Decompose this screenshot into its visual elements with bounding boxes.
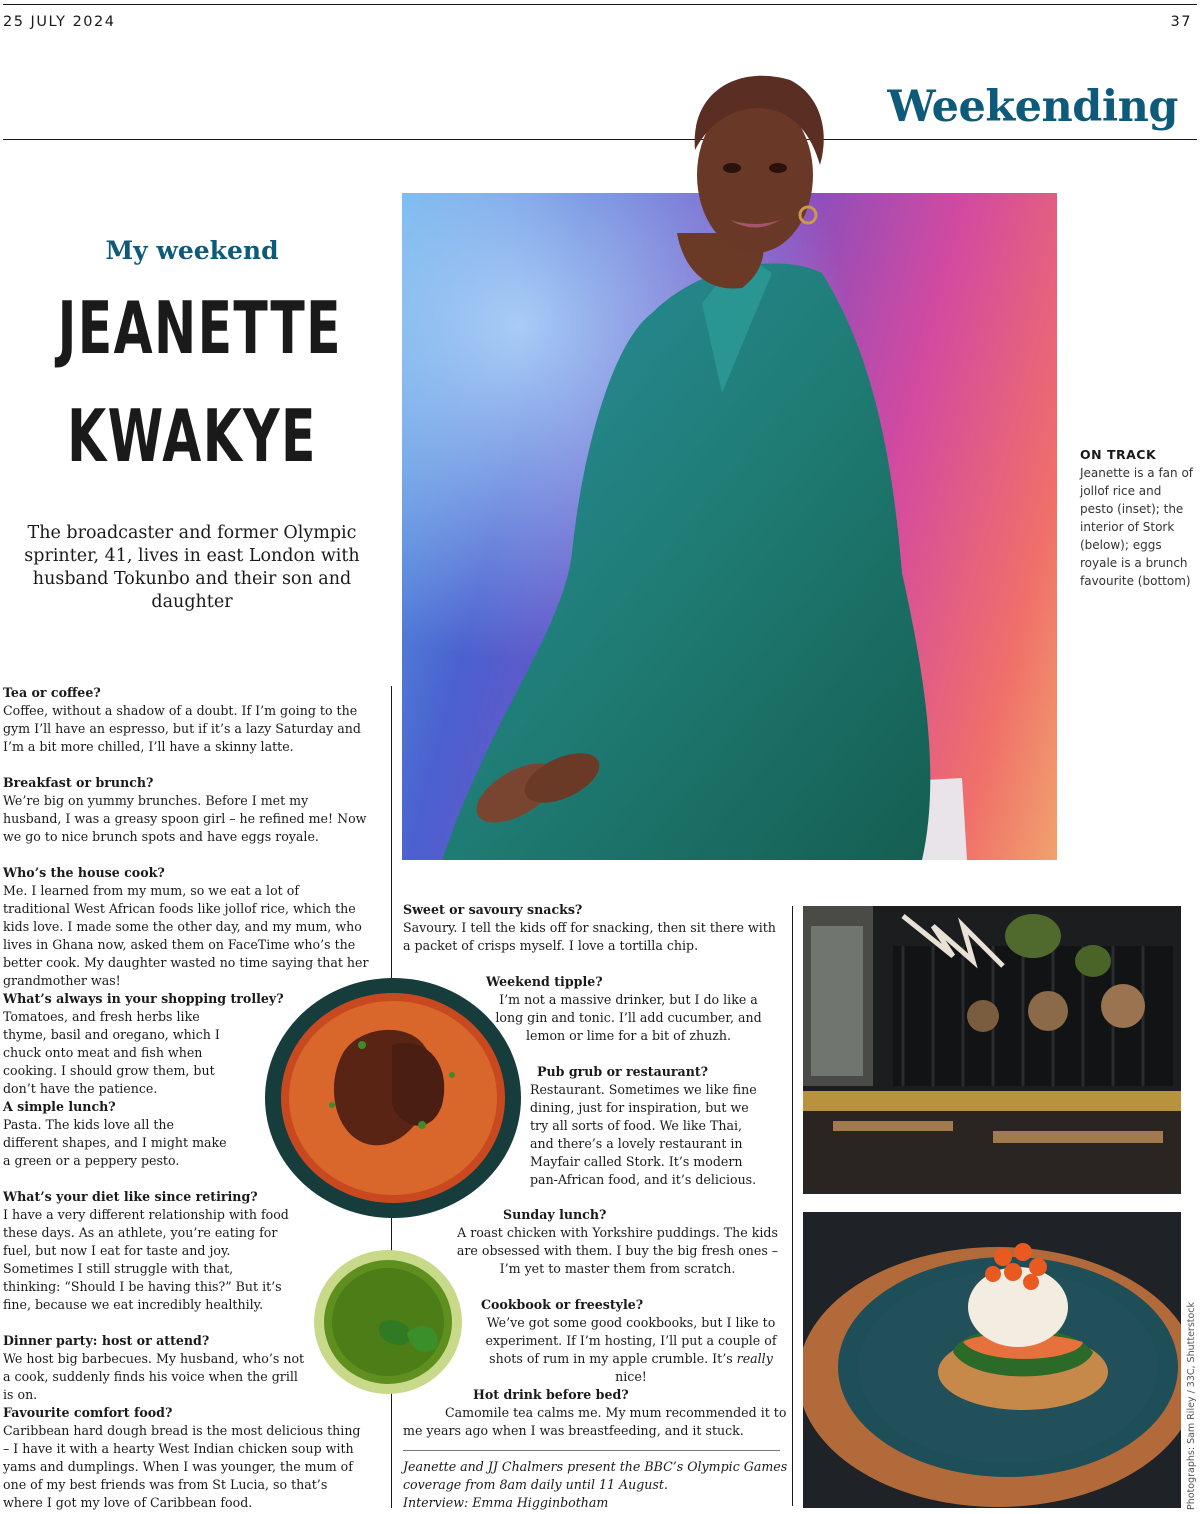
photo-credit-text: Photographs: Sam Riley / 33C, Shutterstock — [1186, 1301, 1197, 1510]
answer: Camomile tea calms me. My mum recommended it to me years ago when I was breastfeeding, and it stuck. — [403, 1405, 787, 1438]
portrait-photo — [402, 193, 1057, 860]
footnote-rule — [403, 1450, 780, 1451]
photo-caption — [1080, 446, 1198, 590]
qa-dinner-party — [3, 1332, 308, 1404]
question: Weekend tipple? — [486, 974, 603, 989]
qa-cookbook-or-freestyle — [481, 1296, 781, 1386]
answer: Pasta. The kids love all the different shapes, and I might make a green or a peppery pesto. — [3, 1117, 227, 1168]
header-rule — [3, 139, 1197, 140]
portrait-figure — [402, 193, 1057, 860]
qa-pub-or-restaurant — [530, 1063, 766, 1189]
question: Tea or coffee? — [3, 685, 101, 700]
eggs-royale-scene — [803, 1212, 1181, 1508]
qa-simple-lunch — [3, 1098, 233, 1170]
question: A simple lunch? — [3, 1099, 116, 1114]
answer: A roast chicken with Yorkshire puddings. The kids are obsessed with them. I buy the big fresh ones – I’m yet to master them from scratch. — [456, 1225, 779, 1276]
qa-snacks — [403, 901, 783, 955]
eggs-royale-photo — [803, 1212, 1181, 1508]
question: Sunday lunch? — [503, 1207, 607, 1222]
page-number: 37 — [1170, 14, 1192, 30]
answer: We’re big on yummy brunches. Before I met my husband, I was a greasy spoon girl – he refined me! Now we go to nice brunch spots and have eggs royale. — [3, 793, 367, 844]
footnote-interviewer: Interview: Emma Higginbotham — [403, 1495, 609, 1510]
answer: Savoury. I tell the kids off for snacking, then sit there with a packet of crisps myself. I love a tortilla chip. — [403, 920, 776, 953]
qa-diet-since-retiring — [3, 1188, 293, 1314]
answer: Tomatoes, and fresh herbs like thyme, basil and oregano, which I chuck onto meat and fish when cooking. I should grow them, but don’t have the patience. — [3, 1009, 220, 1096]
issue-date: 25 JULY 2024 — [3, 14, 116, 30]
question: Hot drink before bed? — [473, 1387, 629, 1402]
caption-heading: ON TRACK — [1080, 447, 1157, 462]
answer: Caribbean hard dough bread is the most delicious thing – I have it with a hearty West Indian chicken soup with yams and dumplings. When I was younger, the mum of one of my best friends was from St Lucia, so that’s where I got my love of Caribbean food. — [3, 1423, 361, 1510]
jollof-rice-image — [262, 975, 524, 1221]
name-line-1: JEANETTE — [57, 286, 342, 370]
portrait-head — [680, 70, 830, 260]
question: Who’s the house cook? — [3, 865, 165, 880]
qa-house-cook — [3, 864, 369, 990]
answer-part: nice! — [615, 1369, 647, 1384]
question: Sweet or savoury snacks? — [403, 902, 583, 917]
standfirst: The broadcaster and former Olympic sprinter, 41, lives in east London with husband Tokunbo and their son and daughter — [24, 523, 360, 612]
answer: Restaurant. Sometimes we like fine dining, just for inspiration, but we try all sorts of food. We like Thai, and there’s a lovely restaurant in Mayfair called Stork. It’s modern pan-African food, and it’s delicious. — [530, 1082, 757, 1187]
answer: I have a very different relationship with food these days. As an athlete, you’re eating for fuel, but now I eat for taste and joy. Sometimes I still struggle with that, thinking: “Should I be having this?” But it’s fine, because we eat incredibly healthily. — [3, 1207, 289, 1312]
caption-text: Jeanette is a fan of jollof rice and pesto (inset); the interior of Stork (below); eggs royale is a brunch favourite (bottom) — [1080, 466, 1194, 588]
answer-part: We’ve got some good cookbooks, but I like to experiment. If I’m hosting, I’ll put a couple of shots of rum in my apple crumble. It’s — [485, 1315, 777, 1366]
question: Dinner party: host or attend? — [3, 1333, 210, 1348]
question: Pub grub or restaurant? — [537, 1064, 709, 1079]
restaurant-interior-photo — [803, 906, 1181, 1194]
top-rule — [3, 4, 1197, 5]
qa-shopping-trolley — [3, 990, 284, 1098]
qa-hot-drink — [403, 1386, 788, 1440]
answer — [481, 1314, 781, 1386]
qa-breakfast-or-brunch — [3, 774, 369, 846]
question: What’s always in your shopping trolley? — [3, 991, 284, 1006]
name-line-2: KWAKYE — [67, 394, 317, 478]
qa-weekend-tipple — [486, 973, 771, 1045]
footnote-credit: Jeanette and JJ Chalmers present the BBC’s Olympic Games coverage from 8am daily until 11 August. — [403, 1459, 788, 1492]
column-rule-right — [792, 906, 793, 1506]
photo-credit — [1186, 1301, 1200, 1510]
question: Breakfast or brunch? — [3, 775, 154, 790]
footnote — [403, 1458, 793, 1512]
restaurant-scene — [803, 906, 1181, 1194]
answer: We host big barbecues. My husband, who’s not a cook, suddenly finds his voice when the grill is on. — [3, 1351, 305, 1402]
question: What’s your diet like since retiring? — [3, 1189, 258, 1204]
pesto-image — [312, 1248, 464, 1396]
question: Cookbook or freestyle? — [481, 1297, 644, 1312]
qa-tea-or-coffee — [3, 684, 369, 756]
answer: Coffee, without a shadow of a doubt. If I’m going to the gym I’ll have an espresso, but if it’s a lazy Saturday and I’m a bit more chilled, I’ll have a skinny latte. — [3, 703, 361, 754]
answer: Me. I learned from my mum, so we eat a lot of traditional West African foods like jollof rice, which the kids love. I made some the other day, and my mum, who lives in Ghana now, asked them on FaceTime who’s the better cook. My daughter wasted no time saying that her grandmother was! — [3, 883, 369, 988]
answer-emphasis: really — [736, 1351, 773, 1366]
qa-sunday-lunch — [455, 1206, 780, 1278]
qa-comfort-food — [3, 1404, 369, 1512]
answer: I’m not a massive drinker, but I do like a long gin and tonic. I’ll add cucumber, and lemon or lime for a bit of zhuzh. — [495, 992, 762, 1043]
kicker: My weekend — [105, 236, 279, 265]
question: Favourite comfort food? — [3, 1405, 173, 1420]
section-title: Weekending — [887, 82, 1178, 132]
